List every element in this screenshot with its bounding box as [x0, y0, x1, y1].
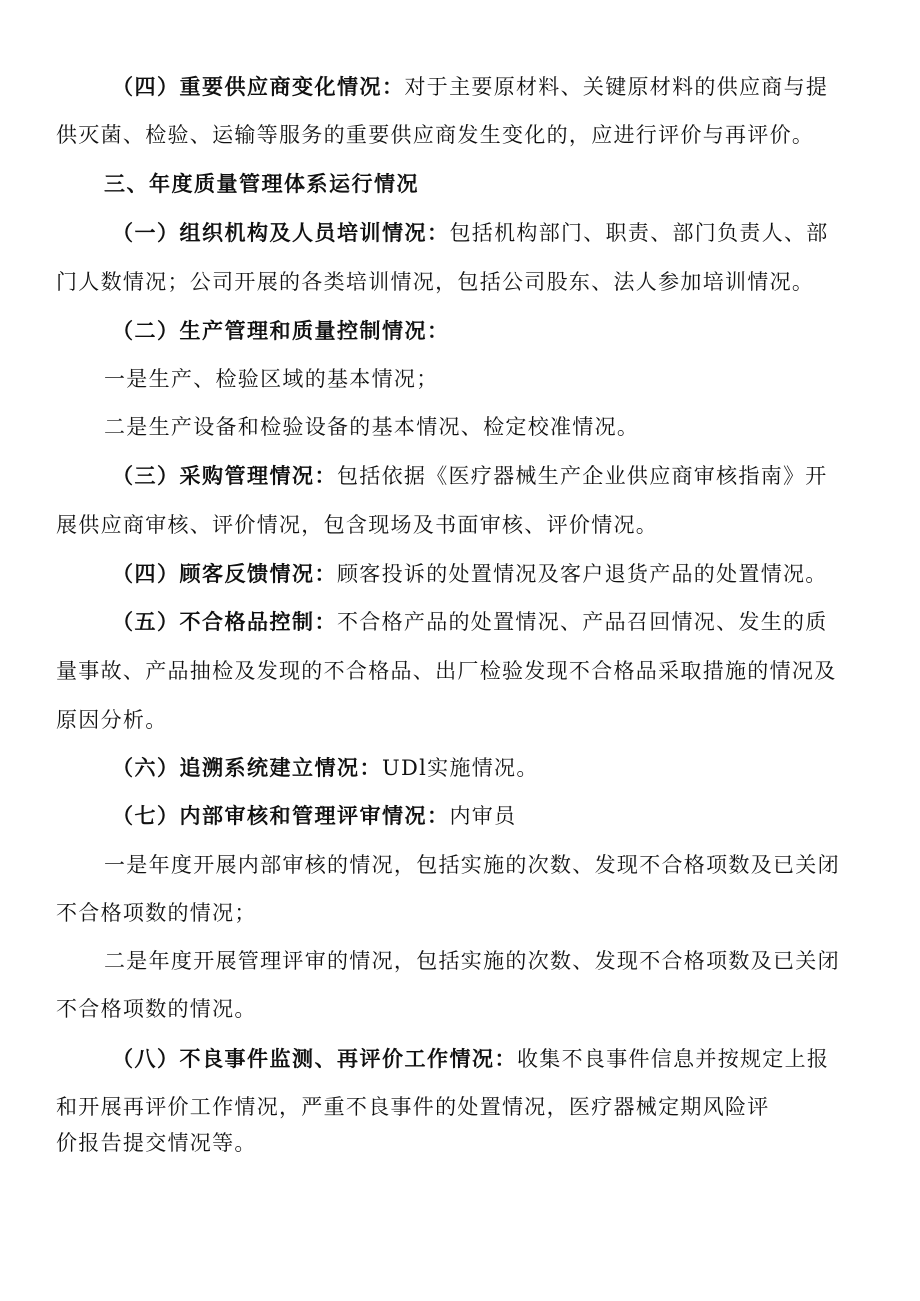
text-internal-audit: 内审员	[449, 804, 517, 828]
paragraph-customer-feedback	[112, 559, 828, 589]
paragraph-supplier-change-line-1	[112, 72, 828, 102]
paragraph-supplier-change-line-2: 供灭菌、检验、运输等服务的重要供应商发生变化的，应进行评价与再评价。	[56, 123, 815, 147]
heading-adverse-events: （八）不良事件监测、再评价工作情况：	[112, 1047, 517, 1071]
paragraph-traceability	[112, 753, 539, 783]
paragraph-adverse-events-line-1	[112, 1044, 829, 1074]
paragraph-nonconforming-line-3: 原因分析。	[56, 708, 168, 732]
text-customer-feedback: 顾客投诉的处置情况及客户退货产品的处置情况。	[337, 562, 828, 586]
heading-traceability: （六）追溯系统建立情况：	[112, 756, 382, 780]
paragraph-organization-line-2: 门人数情况；公司开展的各类培训情况，包括公司股东、法人参加培训情况。	[56, 270, 815, 294]
heading-production-quality: （二）生产管理和质量控制情况：	[112, 319, 450, 343]
heading-procurement: （三）采购管理情况：	[112, 464, 337, 488]
item-internal-audit-line-1: 一是年度开展内部审核的情况，包括实施的次数、发现不合格项数及已关闭	[104, 853, 840, 877]
paragraph-organization-line-1	[112, 218, 829, 248]
paragraph-nonconforming-line-1	[112, 607, 828, 637]
paragraph-adverse-events-line-3: 价报告提交情况等。	[56, 1131, 257, 1155]
paragraph-procurement-line-1	[112, 461, 828, 491]
text-adverse-events-1: 收集不良事件信息并按规定上报	[517, 1047, 830, 1071]
paragraph-adverse-events-line-2: 和开展再评价工作情况，严重不良事件的处置情况，医疗器械定期风险评	[56, 1095, 770, 1119]
heading-internal-audit: （七）内部审核和管理评审情况：	[112, 804, 450, 828]
item-production-equipment: 二是生产设备和检验设备的基本情况、检定校准情况。	[104, 415, 640, 439]
heading-supplier-change: （四）重要供应商变化情况：	[112, 75, 405, 99]
paragraph-internal-audit	[112, 801, 516, 831]
text-organization-1: 包括机构部门、职责、部门负责人、部	[449, 221, 829, 245]
item-management-review-line-1: 二是年度开展管理评审的情况，包括实施的次数、发现不合格项数及已关闭	[104, 949, 840, 973]
text-traceability: UDl实施情况。	[382, 756, 539, 780]
item-internal-audit-line-2: 不合格项数的情况；	[56, 901, 257, 925]
item-production-area: 一是生产、检验区域的基本情况；	[104, 367, 439, 391]
heading-nonconforming: （五）不合格品控制：	[112, 610, 337, 634]
text-supplier-change-1: 对于主要原材料、关键原材料的供应商与提	[404, 75, 829, 99]
text-nonconforming-1: 不合格产品的处置情况、产品召回情况、发生的质	[337, 610, 828, 634]
paragraph-nonconforming-line-2: 量事故、产品抽检及发现的不合格品、出厂检验发现不合格品采取措施的情况及	[56, 659, 837, 683]
item-management-review-line-2: 不合格项数的情况。	[56, 997, 257, 1021]
heading-customer-feedback: （四）顾客反馈情况：	[112, 562, 337, 586]
paragraph-procurement-line-2: 展供应商审核、评价情况，包含现场及书面审核、评价情况。	[56, 513, 659, 537]
section-3-title: 三、年度质量管理体系运行情况	[104, 172, 419, 196]
text-procurement-1: 包括依据《医疗器械生产企业供应商审核指南》开	[337, 464, 828, 488]
heading-organization: （一）组织机构及人员培训情况：	[112, 221, 450, 245]
